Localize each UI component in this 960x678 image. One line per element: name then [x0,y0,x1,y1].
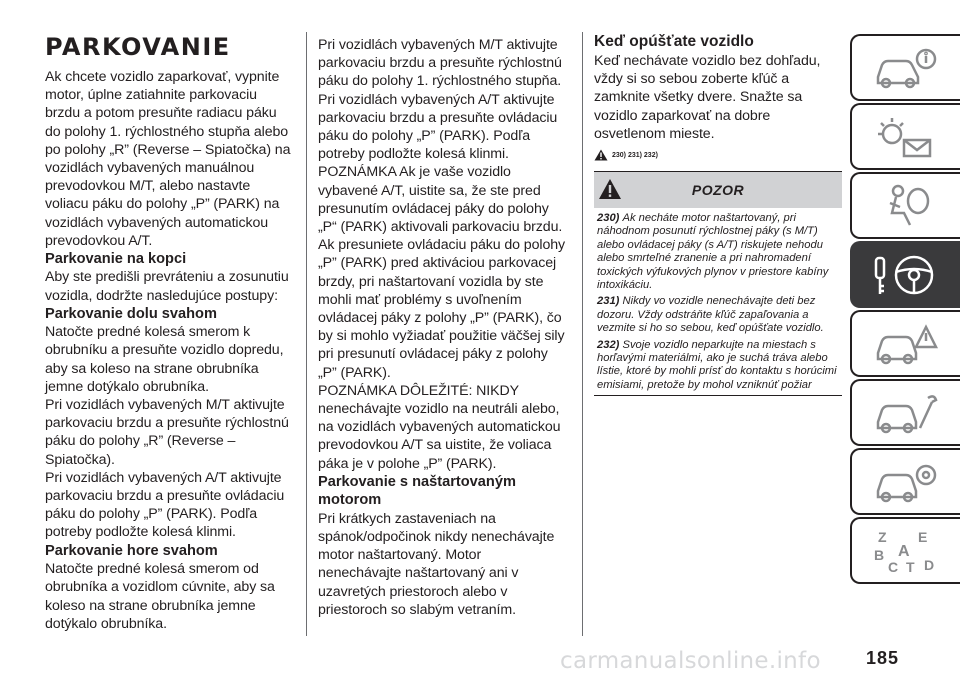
car-maintenance-icon [872,388,940,438]
warning-item [597,339,839,393]
chapter-tab-technical-data[interactable] [850,448,960,515]
subheading: Parkovanie hore svahom [45,542,218,559]
warning-references [594,149,842,161]
car-warning-icon [872,319,940,369]
warning-number: 232) [597,338,623,351]
warning-item [597,295,839,335]
paragraph: Ak chcete vozidlo zaparkovať, vypnite motor, úplne zatiahnite parkovaciu brzdu a potom presuňte radiacu páku do polohy 1. rýchlostného stupňa alebo po polohy „R” (Reverse – Spiatočka) na vozidlách vybavených manuálnou prevodovkou M/T, alebo nastavte voliacu páku do polohy „P” (PARK) na vozidlách vybavených automatickou prevodovkou A/T. [45,69,291,249]
svg-text:Z: Z [878,528,887,545]
warning-body [594,208,842,392]
chapter-tab-index[interactable] [850,517,960,584]
svg-text:C: C [888,558,899,575]
dashboard-lights-icon [872,112,940,162]
subheading: Parkovanie dolu svahom [45,305,217,322]
warning-item [597,212,839,292]
section-title: PARKOVANIE [45,33,231,61]
warning-bottom-rule [594,395,842,396]
airbag-safety-icon [872,181,940,231]
column-divider [306,32,307,636]
section-heading: Keď opúšťate vozidlo [594,33,754,50]
car-info-icon [872,43,940,93]
warning-text: Ak necháte motor naštartovaný, pri náhodnom posunutí rýchlostnej páky (s M/T) alebo ovládacej páky (s A/T) riskujete nehodu alebo smrteľné zranenie a pri nahromadení toxických výfukových plynov v priestore kabíny intoxikáciu. [597,212,829,292]
watermark: carmanualsonline.info [560,648,821,674]
warning-box [594,171,842,396]
reference-numbers: 230) 231) 232) [612,151,658,159]
alphabetical-index-icon [872,526,940,576]
column-3 [594,32,842,396]
svg-text:A: A [898,542,910,560]
warning-number: 231) [597,295,623,308]
paragraph: Pri vozidlách vybavených M/T aktivujte parkovaciu brzdu a presuňte rýchlostnú páku do polohy „R” (Reverse – Spiatočka). [45,397,289,468]
svg-text:B: B [874,546,885,563]
paragraph: Natočte predné kolesá smerom od obrubníka a vozidlom cúvnite, aby sa koleso na strane obrubníka jemne dotýkalo obrubníka. [45,561,275,632]
subheading: Parkovanie s naštartovaným motorom [318,473,516,509]
warning-number: 230) [597,212,623,225]
column-divider [582,32,583,636]
column-2 [318,36,568,619]
note-paragraph: POZNÁMKA Ak je vaše vozidlo vybavené A/T, uistite sa, že ste pred presunutím ovládacej páky do polohy „P“ (PARK) aktivovali parkovaciu brzdu. Ak presuniete ovládaciu páku do polohy „P” (PARK) pred aktiváciou parkovacej brzdy, pri naštartovaní vozidla by ste mohli mať problémy s uvoľnením ovládacej páky z polohy „P” (PARK), čo by si mohlo vyžiadať použitie väčšej sily pri presunutí ovládacej páky z polohy „P” (PARK). [318,164,566,381]
note-paragraph: POZNÁMKA DÔLEŽITÉ: NIKDY nenechávajte vozidlo na neutráli alebo, na vozidlách vybavených automatickou prevodovkou A/T sa uistite, že voliaca páka je v polohe „P” (PARK). [318,382,561,472]
paragraph: Pri vozidlách vybavených A/T aktivujte parkovaciu brzdu a presuňte ovládaciu páku do polohy „P” (PARK). Podľa potreby podložte kolesá klinmi. [45,469,285,541]
paragraph: Pri vozidlách vybavených M/T aktivujte parkovaciu brzdu a presuňte rýchlostnú páku do polohy 1. rýchlostného stupňa. [318,37,562,90]
warning-text: Svoje vozidlo neparkujte na miestach s horľavými materiálmi, ako je suchá tráva alebo lístie, ktoré by mohli prísť do kontaktu s horúcimi emisiami, pretože by mohol vzniknúť požiar [597,338,837,391]
svg-text:T: T [906,558,915,575]
chapter-tab-safety[interactable] [850,172,960,239]
svg-text:D: D [924,556,935,573]
paragraph: Aby ste predišli prevráteniu a zosunutiu vozidla, dodržte nasledujúce postupy: [45,269,289,304]
paragraph: Natočte predné kolesá smerom k obrubníku a presuňte vozidlo dopredu, aby sa koleso na strane obrubníka jemne dotýkalo obrubníka. [45,324,284,395]
column-1 [45,34,295,633]
chapter-tab-emergency[interactable] [850,310,960,377]
warning-text: Nikdy vo vozidle nenechávajte deti bez dozoru. Vždy odstráňte kľúč zapaľovania a vezmite si ho so sebou, keď opúšťate vozidlo. [597,295,824,335]
chapter-tab-starting-driving[interactable] [850,241,960,308]
warning-triangle-icon [598,178,622,200]
page-number: 185 [866,648,900,668]
paragraph: Pri krátkych zastaveniach na spánok/odpočinok nikdy nenechávajte motor naštartovaný. Motor nenechávajte naštartovaný ani v uzavretých priestoroch alebo v priestoroch so slabým vetraním. [318,510,555,618]
key-steering-wheel-icon [872,250,940,300]
warning-triangle-icon [594,149,608,161]
paragraph: Keď nechávate vozidlo bez dohľadu, vždy si so sebou zoberte kľúč a zamknite všetky dvere. Snažte sa vozidlo zaparkovať na dobre osvetlenom mieste. [594,53,821,142]
subheading: Parkovanie na kopci [45,251,187,268]
chapter-tab-car-info[interactable] [850,34,960,101]
chapter-tab-maintenance[interactable] [850,379,960,446]
paragraph: Pri vozidlách vybavených A/T aktivujte parkovaciu brzdu a presuňte ovládaciu páku do polohy „P” (PARK). Podľa potreby podložte kolesá klinmi. [318,91,558,163]
technical-data-icon [872,457,940,507]
chapter-tab-dashboard[interactable] [850,103,960,170]
warning-title: POZOR [691,182,745,199]
warning-header [594,172,842,208]
svg-text:E: E [918,528,928,545]
